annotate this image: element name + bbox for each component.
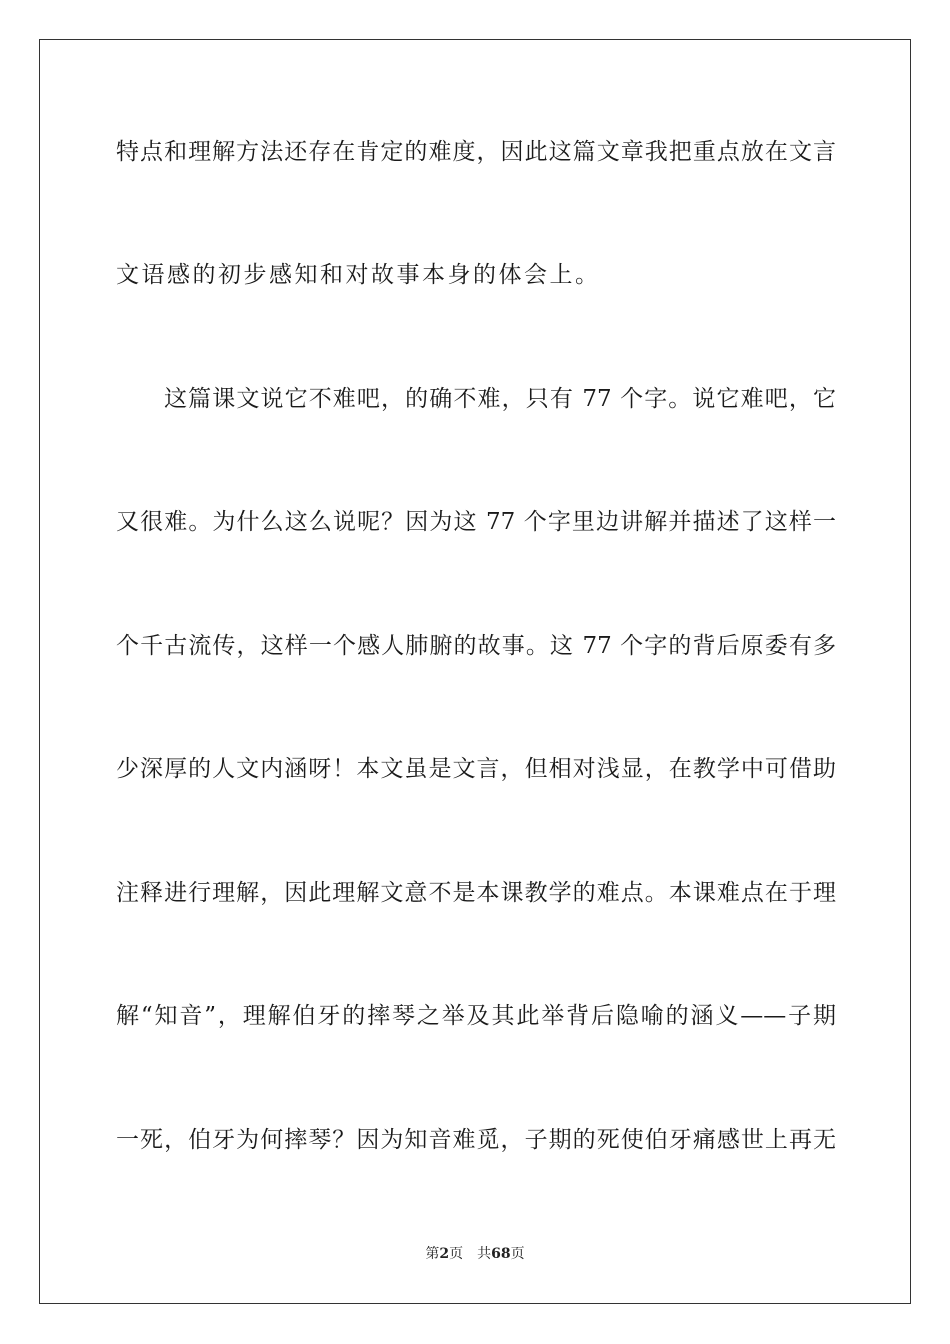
footer-page-prefix: 第 <box>425 1246 440 1262</box>
text-line-1: 特点和理解方法还存在肯定的难度，因此这篇文章我把重点放在文言 <box>116 139 836 165</box>
text-line-6: 少深厚的人文内涵呀！本文虽是文言，但相对浅显，在教学中可借助 <box>116 756 836 782</box>
footer-page-number: 2 <box>439 1246 450 1262</box>
text-line-9: 一死，伯牙为何摔琴？因为知音难觅，子期的死使伯牙痛感世上再无 <box>116 1127 836 1153</box>
footer-total-pages: 68 <box>491 1246 511 1262</box>
page-footer <box>0 1245 950 1263</box>
text-line-3-paragraph-start: 这篇课文说它不难吧，的确不难，只有 77 个字。说它难吧，它 <box>164 386 836 412</box>
footer-total-prefix: 共 <box>477 1246 492 1262</box>
text-line-4: 又很难。为什么这么说呢？因为这 77 个字里边讲解并描述了这样一 <box>116 509 836 535</box>
text-line-8: 解“知音”，理解伯牙的摔琴之举及其此举背后隐喻的涵义——子期 <box>116 1003 836 1029</box>
page-border <box>39 39 911 1304</box>
text-line-5: 个千古流传，这样一个感人肺腑的故事。这 77 个字的背后原委有多 <box>116 633 836 659</box>
text-line-7: 注释进行理解，因此理解文意不是本课教学的难点。本课难点在于理 <box>116 880 836 906</box>
footer-total-suffix: 页 <box>510 1246 525 1262</box>
footer-page-suffix: 页 <box>449 1246 464 1262</box>
text-line-2: 文语感的初步感知和对故事本身的体会上。 <box>116 262 601 288</box>
